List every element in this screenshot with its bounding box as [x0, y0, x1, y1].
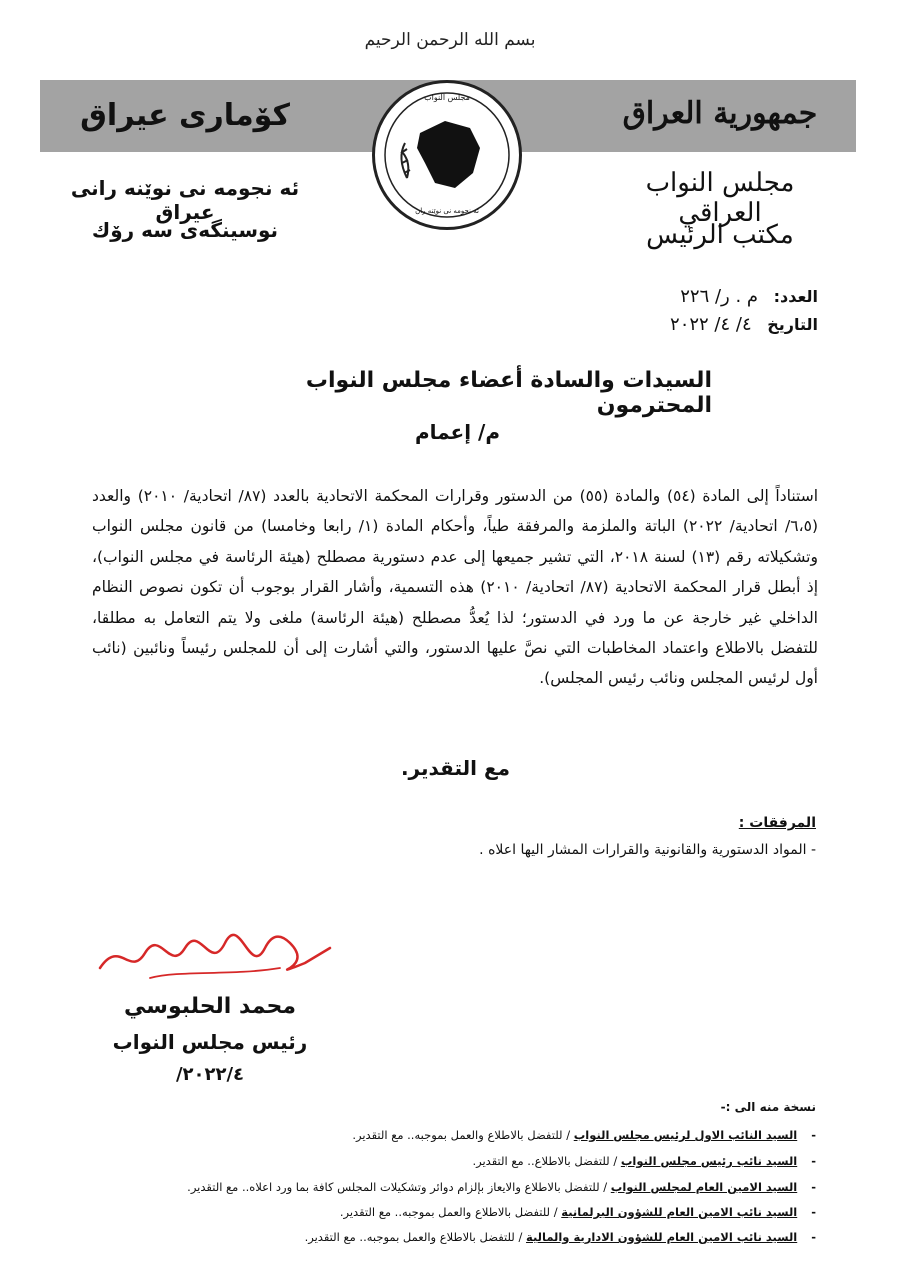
letter-body: استناداً إلى المادة (٥٤) والمادة (٥٥) من الدستور وقرارات المحكمة الاتحادية بالعدد (٨٧/ اتحادية/ ٢٠١٠) والعدد (٦،٥/ اتحادية/ ٢٠٢٢) الباتة والملزمة والمرفقة طياً، وأحكام المادة (١/ رابعا وخامسا) من قانون مجلس النواب وتشكيلاته رقم (١٣) لسنة ٢٠١٨، التي تشير جميعها إلى عدم دستورية مصطلح (هيئة الرئاسة في مجلس النواب)، إذ أبطل قرار المحكمة الاتحادية (٨٧/ اتحادية/ ٢٠١٠) هذه التسمية، وأشار القرار بوجوب أن تكون نصوص النظام الداخلي غير خارجة عن ما ورد في الدستور؛ لذا يُعدُّ مصطلح (هيئة الرئاسة) ملغى ولا يتم التعامل به مطلقا، للتفضل بالاطلاع واعتماد المخاطبات التي نصَّ عليها الدستور، والتي أشارت إلى أن للمجلس رئيساً ونائبين (نائب أول لرئيس المجلس ونائب رئيس المجلس). [92, 487, 819, 688]
kurdish-country-title: كۆمارى عيراق [80, 98, 290, 133]
copy-recipient [120, 1230, 816, 1244]
copy-dash: - [811, 1205, 816, 1219]
copy-recipient-name: السيد الامين العام لمجلس النواب [610, 1180, 798, 1194]
kurdish-council-name: ئه نجومه نى نوێنه رانى عيراق [70, 176, 300, 224]
date-label: التاريخ [767, 315, 818, 334]
copy-recipient-name: السيد نائب الامين العام للشؤون الادارية والمالية [526, 1230, 798, 1244]
copy-recipient-name: السيد نائب الامين العام للشؤون البرلمانية [561, 1205, 798, 1219]
arabic-council-name: مجلس النواب العراقي [645, 168, 795, 228]
copy-dash: - [811, 1230, 816, 1244]
signatory-name: محمد الحلبوسي [124, 994, 296, 1019]
copy-recipient [120, 1205, 816, 1219]
closing: مع التقدير. [400, 756, 510, 780]
signatory-title: رئيس مجلس النواب [112, 1030, 308, 1054]
copy-dash: - [811, 1180, 816, 1194]
basmala: بسم الله الرحمن الرحيم [364, 30, 536, 50]
kurdish-office-name: نوسينگه‌ى سه رۆك [91, 218, 279, 242]
subject: م/ إعمام [414, 420, 500, 444]
date-value: ٤/ ٤/ ٢٠٢٢ [670, 314, 752, 335]
copy-note: / للتفضل بالاطلاع والعمل بموجبه.. مع التقدير. [352, 1128, 574, 1142]
copy-recipient [120, 1128, 816, 1142]
signature-date: ٢٠٢٢/٤/ [175, 1064, 245, 1085]
arabic-office-name: مكتب الرئيس [646, 220, 794, 250]
copy-recipient-name: السيد النائب الاول لرئيس مجلس النواب [573, 1128, 798, 1142]
emblem-top-text: مجلس النواب [424, 93, 470, 102]
attachments-title: المرفقات : [738, 815, 816, 831]
letter-date [670, 314, 818, 335]
number-label: العدد: [773, 287, 818, 306]
copies-title: نسخة منه الى :- [720, 1100, 816, 1114]
copy-dash: - [811, 1154, 816, 1168]
copy-dash: - [811, 1128, 816, 1142]
attachment-item: - المواد الدستورية والقانونية والقرارات المشار اليها اعلاه . [479, 842, 816, 858]
copy-note: / للتفضل بالاطلاع والعمل بموجبه.. مع التقدير. [339, 1205, 562, 1219]
number-value: م . ر/ ٢٢٦ [680, 286, 759, 307]
emblem-graphic [375, 83, 519, 227]
reference-number [680, 286, 818, 307]
copy-recipient [120, 1180, 816, 1194]
copy-note: / للتفضل بالاطلاع.. مع التقدير. [472, 1154, 621, 1168]
parliament-emblem [372, 80, 522, 230]
addressee: السيدات والسادة أعضاء مجلس النواب المحترمون [305, 368, 712, 418]
copy-note: / للتفضل بالاطلاع والعمل بموجبه.. مع التقدير. [304, 1230, 527, 1244]
handwritten-signature [90, 918, 340, 988]
copy-recipient-name: السيد نائب رئيس مجلس النواب [620, 1154, 798, 1168]
copy-recipient [120, 1154, 816, 1168]
emblem-bottom-text: ئه نجومه نى نوێنه ران [415, 207, 479, 215]
arabic-country-title: جمهورية العراق [622, 96, 818, 131]
copy-note: / للتفضل بالاطلاع والايعاز بإلزام دوائر وتشكيلات المجلس كافة بما ورد اعلاه.. مع التقدير. [187, 1180, 611, 1194]
